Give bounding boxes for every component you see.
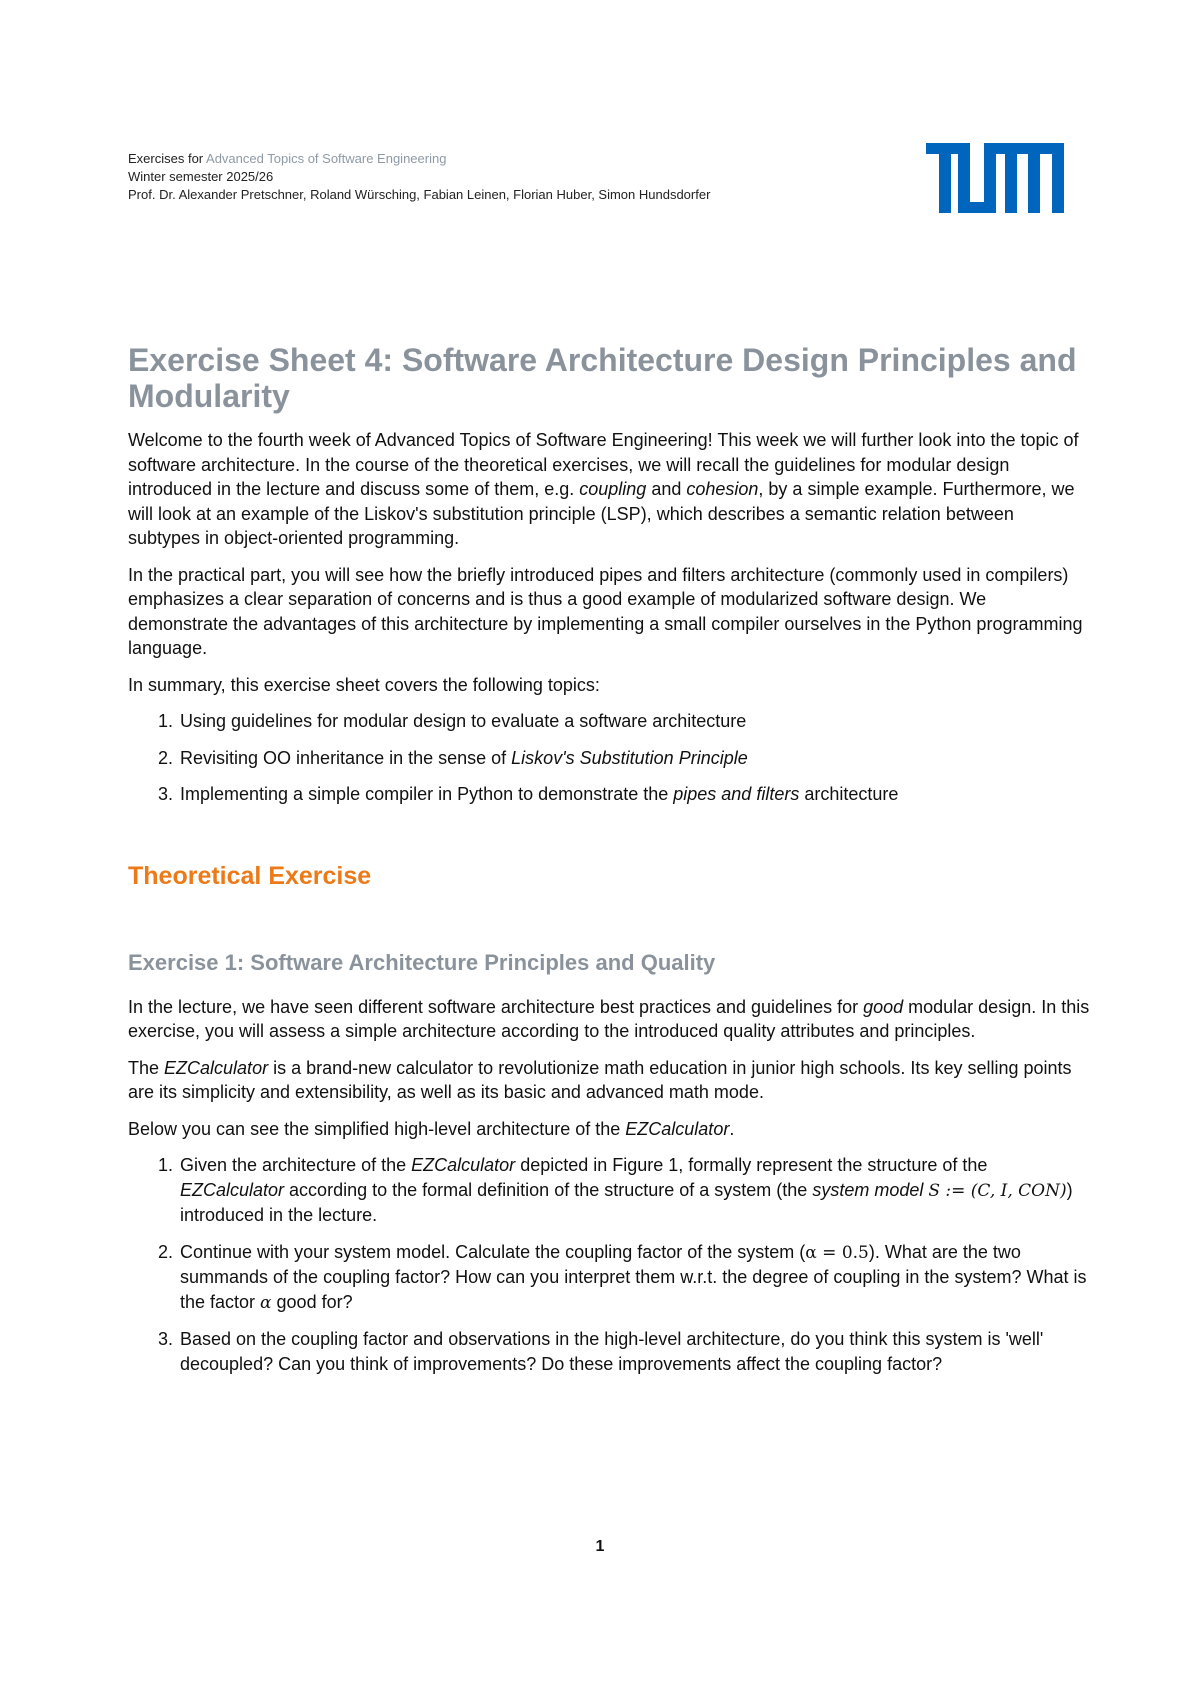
- list-item: 3. Implementing a simple compiler in Python to demonstrate the pipes and filters architecture: [178, 782, 1090, 807]
- tum-logo-icon: [926, 143, 1064, 213]
- list-item: 2. Continue with your system model. Calculate the coupling factor of the system (α = 0.5). What are the two summands of the coupling factor? How can you interpret them w.r.t. the degree of coupling in the system? What is the factor α good for?: [178, 1240, 1090, 1316]
- main-content: [128, 428, 1090, 1388]
- exercise-paragraph: In the lecture, we have seen different software architecture best practices and guidelines for good modular design. In this exercise, you will assess a simple architecture according to the introduced quality attributes and principles.: [128, 996, 1090, 1041]
- course-name: Advanced Topics of Software Engineering: [206, 151, 447, 166]
- course-line: Exercises for Advanced Topics of Software Engineering: [128, 151, 447, 166]
- exercise-title: Exercise 1: Software Architecture Principles and Quality: [128, 949, 716, 975]
- list-item: 2. Revisiting OO inheritance in the sense of Liskov's Substitution Principle: [178, 746, 1090, 771]
- practical-paragraph: In the practical part, you will see how the briefly introduced pipes and filters architecture (commonly used in compilers) emphasizes a clear separation of concerns and is thus a good example of modularized software design. We demonstrate the advantages of this architecture by implementing a small compiler ourselves in the Python programming language.: [128, 564, 1083, 658]
- topics-list: [128, 709, 1090, 807]
- list-item: 3. Based on the coupling factor and observations in the high-level architecture, do you think this system is 'well' decoupled? Can you think of improvements? Do these improvements affect the coupling factor?: [178, 1327, 1090, 1376]
- summary-paragraph: In summary, this exercise sheet covers the following topics:: [128, 674, 600, 695]
- intro-paragraph: Welcome to the fourth week of Advanced Topics of Software Engineering! This week we will further look into the topic of software architecture. In the course of the theoretical exercises, we will recall the guidelines for modular design introduced in the lecture and discuss some of them, e.g. coupling and cohesion, by a simple example. Furthermore, we will look at an example of the Liskov's substitution principle (LSP), which describes a semantic relation between subtypes in object-oriented programming.: [128, 430, 1079, 548]
- alpha-formula: α = 0.5: [805, 1242, 869, 1263]
- semester-line: Winter semester 2025/26: [128, 169, 274, 184]
- alpha-symbol: α: [260, 1292, 272, 1313]
- section-title: Theoretical Exercise: [128, 861, 372, 890]
- sheet-header: [128, 150, 710, 204]
- page-number: 1: [595, 1538, 605, 1555]
- system-model-formula: S := (C, I, CON): [928, 1180, 1067, 1201]
- list-item: 1. Using guidelines for modular design to evaluate a software architecture: [178, 709, 1090, 734]
- authors-line: Prof. Dr. Alexander Pretschner, Roland Würsching, Fabian Leinen, Florian Huber, Simon Hundsdorfer: [128, 187, 711, 202]
- questions-list: [128, 1153, 1090, 1376]
- page-title: Exercise Sheet 4: Software Architecture Design Principles and Modularity: [128, 342, 1077, 414]
- list-item: 1. Given the architecture of the EZCalculator depicted in Figure 1, formally represent the structure of the EZCalculator according to the formal definition of the structure of a system (the system model S := (C, I, CON)) introduced in the lecture.: [178, 1153, 1090, 1228]
- exercise-paragraph: The EZCalculator is a brand-new calculator to revolutionize math education in junior high schools. Its key selling points are its simplicity and extensibility, as well as its basic and advanced math mode.: [128, 1057, 1072, 1102]
- exercise-paragraph: Below you can see the simplified high-level architecture of the EZCalculator.: [128, 1118, 735, 1139]
